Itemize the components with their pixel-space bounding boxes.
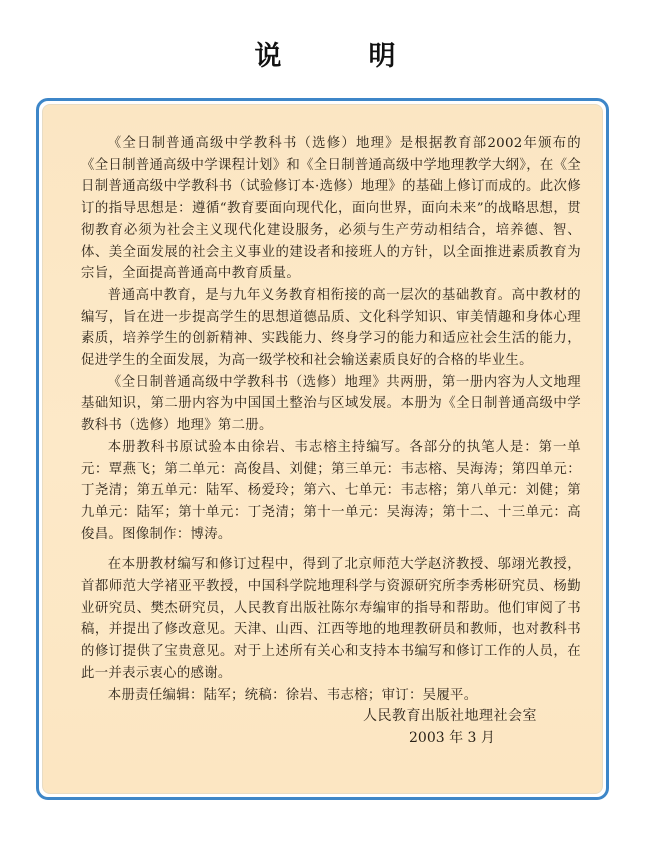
paragraph-education-goals: 普通高中教育，是与九年义务教育相衔接的高一层次的基础教育。高中教材的编写，旨在进一步提高学生的思想道德品质、文化科学知识、审美情趣和身体心理素质，培养学生的创新精神、实践能力、终身学习的能力和适应社会生活的能力，促进学生的全面发展，为高一级学校和社会输送素质良好的合格的毕业生。 bbox=[81, 287, 581, 369]
signature-block bbox=[363, 705, 583, 749]
paragraph-authors: 本册教科书原试验本由徐岩、韦志榕主持编写。各部分的执笔人是：第一单元：覃燕飞；第二单元：高俊昌、刘健；第三单元：韦志榕、吴海涛；第四单元：丁尧清；第五单元：陆军、杨爱玲；第六、七单元：韦志榕；第八单元：刘健；第九单元：陆军；第十单元：丁尧清；第十一单元：吴海涛；第十二、十三单元：高俊昌。图像制作：博涛。 bbox=[81, 439, 581, 542]
content-panel bbox=[42, 104, 603, 794]
body-text bbox=[81, 133, 581, 706]
page-title: 说 明 bbox=[254, 41, 426, 72]
paragraph-revision-basis: 《全日制普通高级中学教科书（选修）地理》是根据教育部2002年颁布的《全日制普通高级中学课程计划》和《全日制普通高级中学地理教学大纲》，在《全日制普通高级中学教科书（试验修订本·选修）地理》的基础上修订而成的。此次修订的指导思想是：遵循“教育要面向现代化，面向世界，面向未来”的战略思想，贯彻教育必须为社会主义现代化建设服务，必须与生产劳动相结合，培养德、智、体、美全面发展的社会主义事业的建设者和接班人的方针，以全面推进素质教育为宗旨，全面提高普通高中教育质量。 bbox=[81, 136, 581, 282]
publication-date: 2003 年 3 月 bbox=[409, 730, 495, 746]
paragraph-editors: 本册责任编辑：陆军；统稿：徐岩、韦志榕；审订：吴履平。 bbox=[107, 687, 478, 703]
paragraph-acknowledgements: 在本册教材编写和修订过程中，得到了北京师范大学赵济教授、邬翊光教授，首都师范大学褚亚平教授，中国科学院地理科学与资源研究所李秀彬研究员、杨勤业研究员、樊杰研究员，人民教育出版社陈尔寿编审的指导和帮助。他们审阅了书稿，并提出了修改意见。天津、山西、江西等地的地理教研员和教师，也对教科书的修订提供了宝贵意见。对于上述所有关心和支持本书编写和修订工作的人员，在此一并表示衷心的感谢。 bbox=[81, 557, 581, 681]
publisher-name: 人民教育出版社地理社会室 bbox=[363, 708, 537, 724]
content-frame bbox=[36, 98, 609, 800]
paragraph-volume-info: 《全日制普通高级中学教科书（选修）地理》共两册，第一册内容为人文地理基础知识，第二册内容为中国国土整治与区域发展。本册为《全日制普通高级中学教科书（选修）地理》第二册。 bbox=[81, 374, 581, 434]
